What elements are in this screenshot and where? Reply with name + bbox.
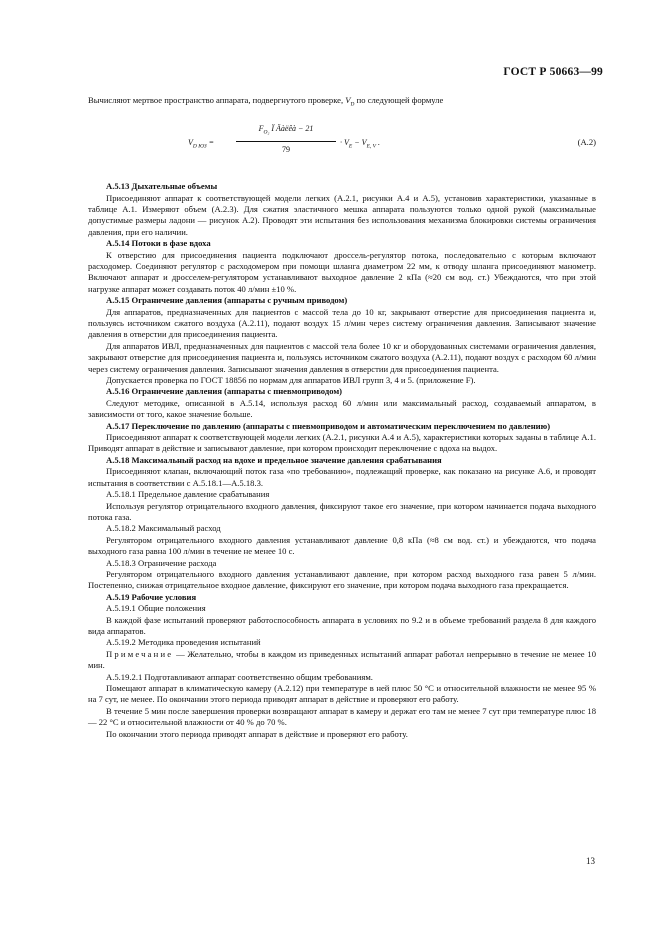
note-text: — Желательно, чтобы в каждом из приведенных испытаний аппарат работал непрерывно в течение не менее 10 мин.	[88, 648, 596, 671]
body-paragraph: А.5.18.1 Предельное давление срабатывания	[106, 489, 270, 500]
body-paragraph: К отверстию для присоединения пациента подключают дроссель-регулятор потока, последовательно с которым включают расходомер. Соединяют регулятор с расходомером при помощи шланга диаметром 22 мм, к отводу шланга присоединяют манометр. Включают аппарат и дросселем-регулятором устанавливают выходное давление 2 кПа (≈20 см вод. ст.) Убеждаются, что при этой нагрузке аппарат может создавать поток 40 л/мин ±10 %.	[88, 249, 596, 294]
body-paragraph: Регулятором отрицательного входного давления устанавливают давление, при котором расход выходного газа равен 5 л/мин. Постепенно, снижая отрицательное входное давление, фиксируют его значение, при котором подача выходного газа прекращается.	[88, 568, 596, 591]
body-paragraph: Для аппаратов ИВЛ, предназначенных для пациентов с массой тела более 10 кг и оборудованных системами ограничения давления, закрывают отверстие для присоединения пациента и, пользуясь источником сжатого воздуха (А.2.11), подают воздух с расходом 60 л/мин через систему ограничения давления. Записывают значения давления в отверстии для присоединения пациента.	[88, 340, 596, 374]
section-heading: А.5.17 Переключение по давлению (аппараты с пневмоприводом и автоматическим переключением по давлению)	[106, 420, 551, 431]
intro-paragraph: Вычисляют мертвое пространство аппарата, подвергнутого проверке, $V_D$ по следующей формуле	[88, 95, 444, 108]
equation-number: (А.2)	[577, 137, 596, 148]
formula-rhs: · $V_E - V_{E, V}$ .	[340, 138, 381, 150]
body-paragraph: А.5.19.1 Общие положения	[106, 603, 206, 614]
body-paragraph: В каждой фазе испытаний проверяют работоспособность аппарата в условиях по 9.2 и в объеме требований раздела 8 для каждого вида аппаратов.	[88, 614, 596, 636]
body-paragraph: Регулятором отрицательного входного давления устанавливают давление 0,8 кПа (≈8 см вод. ст.) и убеждаются, что подача выходного газа равна 100 л/мин в течение не менее 10 с.	[88, 534, 596, 557]
section-heading: А.5.14 Потоки в фазе вдоха	[106, 238, 211, 249]
formula-numerator: $F_{O_2}$ Ï Äàëêà − 21	[236, 123, 336, 142]
body-paragraph: Помещают аппарат в климатическую камеру (А.2.12) при температуре в ней плюс 50 °С и относительной влажности не менее 95 % на 7 сут, не менее. По окончании этого периода приводят аппарат в действие и проверяют его работу.	[88, 683, 596, 705]
document-header: ГОСТ Р 50663—99	[503, 66, 603, 78]
section-heading: А.5.13 Дыхательные объемы	[106, 181, 218, 192]
formula-lhs: $V_{D ЮЗ}$ =	[188, 138, 215, 150]
formula-denominator: 79	[282, 145, 290, 155]
body-paragraph: Следуют методике, описанной в А.5.14, используя расход 60 л/мин или максимальный расход, создаваемый аппаратом, в зависимости от того, какое значение больше.	[88, 397, 596, 420]
sections	[88, 181, 596, 740]
section-heading: А.5.18 Максимальный расход на вдохе и предельное значение давления срабатывания	[106, 454, 442, 465]
body-paragraph: Используя регулятор отрицательного входного давления, фиксируют такое его значение, при котором начинается подача выходного потока газа.	[88, 500, 596, 522]
page-content	[88, 95, 596, 740]
body-paragraph: Для аппаратов, предназначенных для пациентов с массой тела до 10 кг, закрывают отверстие для присоединения пациента и, пользуясь источником сжатого воздуха (А.2.11), подают воздух 15 л/мин через систему ограничения давления. Записывают значение давления в отверстии для присоединения пациента.	[88, 306, 596, 340]
formula-fraction	[236, 123, 336, 155]
section-heading: А.5.19 Рабочие условия	[106, 591, 197, 602]
section-heading: А.5.16 Ограничение давления (аппараты с пневмоприводом)	[106, 386, 343, 397]
body-paragraph: Допускается проверка по ГОСТ 18856 по нормам для аппаратов ИВЛ групп 3, 4 и 5. (приложение F).	[106, 375, 476, 386]
body-paragraph: А.5.18.3 Ограничение расхода	[106, 557, 217, 568]
body-paragraph: По окончании этого периода приводят аппарат в действие и проверяют его работу.	[106, 728, 408, 739]
body-paragraph: А.5.18.2 Максимальный расход	[106, 523, 221, 534]
body-paragraph: А.5.19.2.1 Подготавливают аппарат соответственно общим требованиям.	[106, 671, 373, 682]
body-paragraph: Присоединяют клапан, включающий поток газа «по требованию», подлежащий проверке, как показано на рисунке А.6, и проводят испытания в соответствии с А.5.18.1—А.5.18.3.	[88, 466, 596, 488]
note-label: Примечание	[106, 648, 174, 659]
note-paragraph	[88, 649, 596, 672]
body-paragraph: В течение 5 мин после завершения проверки возвращают аппарат в камеру и держат его там не менее 7 сут при температуре плюс 18 — 22 °С и относительной влажности от 40 % до 70 %.	[88, 705, 596, 728]
body-paragraph: А.5.19.2 Методика проведения испытаний	[106, 637, 261, 648]
page-number: 13	[586, 856, 595, 866]
formula-a2	[88, 123, 596, 167]
section-heading: А.5.15 Ограничение давления (аппараты с ручным приводом)	[106, 295, 348, 306]
body-paragraph: Присоединяют аппарат к соответствующей модели легких (А.2.1, рисунки А.4 и А.5), характеристики которых заданы в таблице А.1. Приводят аппарат в действие и записывают давление, при котором происходит переключение с вдоха на выдох.	[88, 432, 596, 454]
body-paragraph: Присоединяют аппарат к соответствующей модели легких (А.2.1, рисунки А.4 и А.5), установив характеристики, указанные в таблице А.1. Измеряют объем (А.2.3). Для сжатия эластичного мешка аппарата пользуются только одной рукой (максимальные допустимые размеры ладони — рисунок А.2). Проводят эти испытания без использования механизма блокировки системы ограничения давления, при его наличии.	[88, 192, 596, 237]
